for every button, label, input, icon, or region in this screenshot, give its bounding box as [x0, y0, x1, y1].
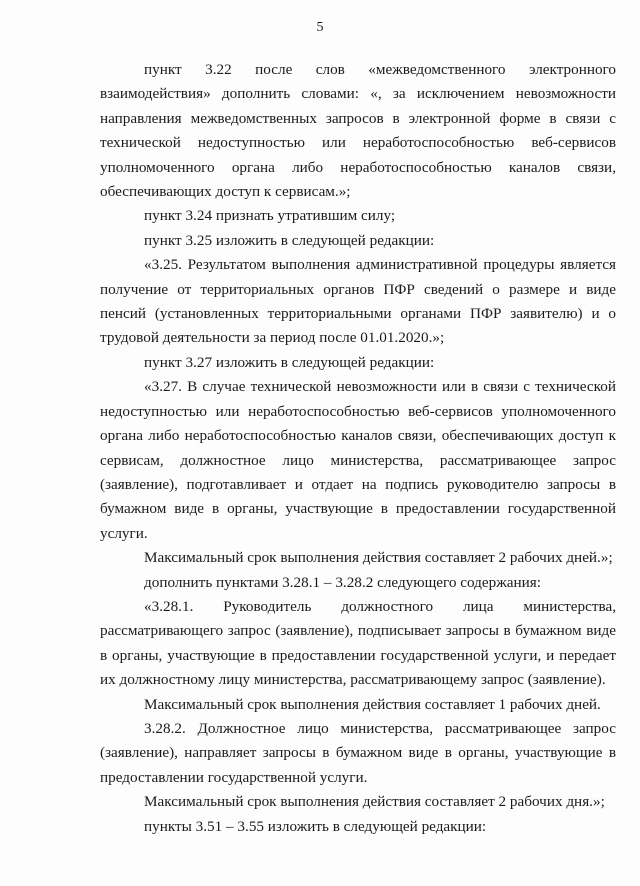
- paragraph-3-25-text: «3.25. Результатом выполнения административной процедуры является получение от территориальных органов ПФР сведений о размере и виде пенсий (установленных территориальными органами ПФР заявителю) и о трудовой деятельности за период после 01.01.2020.»;: [100, 256, 616, 347]
- document-body: [100, 58, 616, 839]
- paragraph-3-25-intro: пункт 3.25 изложить в следующей редакции:: [144, 231, 435, 249]
- page-number: 5: [316, 20, 324, 35]
- paragraph-3-27-text: «3.27. В случае технической невозможности или в связи с технической недоступностью или неработоспособностью веб-сервисов уполномоченного органа либо неработоспособностью каналов связи, обеспечивающих доступ к сервисам, должностное лицо министерства, рассматривающее запрос (заявление), подготавливает и отдает на подпись руководителю запросы в бумажном виде в органы, участвующие в предоставлении государственной услуги.: [100, 378, 616, 542]
- paragraph-3-28-2-text: 3.28.2. Должностное лицо министерства, рассматривающее запрос (заявление), направляет запросы в бумажном виде в органы, участвующие в предоставлении государственной услуги.: [100, 719, 616, 786]
- paragraph-3-28-addition-intro: дополнить пунктами 3.28.1 – 3.28.2 следующего содержания:: [144, 573, 541, 591]
- paragraph-3-28-2-deadline: Максимальный срок выполнения действия составляет 2 рабочих дня.»;: [144, 793, 605, 811]
- paragraph-3-51-intro: пункты 3.51 – 3.55 изложить в следующей редакции:: [144, 817, 487, 835]
- paragraph-3-28-1-text: «3.28.1. Руководитель должностного лица министерства, рассматривающего запрос (заявление), подписывает запросы в бумажном виде в органы, участвующие в предоставлении государственной услуги, и передает их должностному лицу министерства, рассматривающему запрос (заявление).: [100, 597, 616, 689]
- paragraph-3-24-repeal: пункт 3.24 признать утратившим силу;: [144, 207, 396, 225]
- paragraph-3-27-intro: пункт 3.27 изложить в следующей редакции:: [144, 353, 435, 371]
- paragraph-3-28-1-deadline: Максимальный срок выполнения действия составляет 1 рабочих дней.: [144, 695, 601, 713]
- paragraph-3-22-amendment: пункт 3.22 после слов «межведомственного электронного взаимодействия» дополнить словами: «, за исключением невозможности направления межведомственных запросов в электронной форме в связи с технической недоступностью или неработоспособностью веб-сервисов уполномоченного органа либо неработоспособностью каналов связи, обеспечивающих доступ к сервисам.»;: [100, 61, 616, 201]
- paragraph-3-27-deadline: Максимальный срок выполнения действия составляет 2 рабочих дней.»;: [144, 549, 613, 567]
